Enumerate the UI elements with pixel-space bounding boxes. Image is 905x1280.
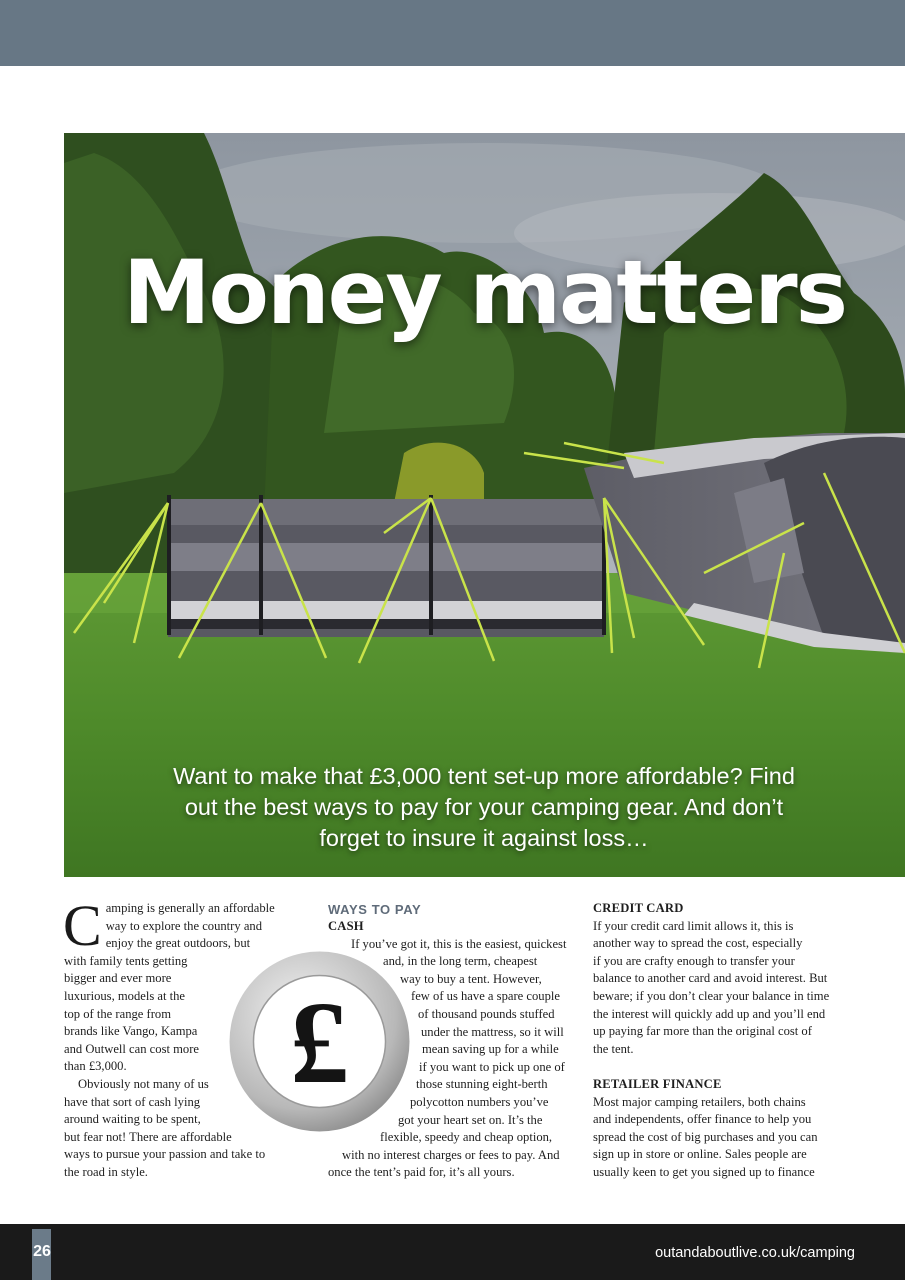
standfirst-line: forget to insure it against loss…: [319, 825, 649, 851]
body-line: if you want to pick up one of: [419, 1059, 565, 1074]
body-line: bigger and ever more: [64, 971, 172, 986]
footer-url[interactable]: outandaboutlive.co.uk/camping: [655, 1245, 855, 1261]
body-line: amping is generally an affordable: [105, 901, 275, 915]
body-line: beware; if you don’t clear your balance in time: [593, 988, 830, 1003]
body-line: and, in the long term, cheapest: [383, 954, 538, 969]
dropcap: C: [63, 893, 102, 958]
body-line: top of the range from: [64, 1006, 172, 1021]
body-line: of thousand pounds stuffed: [418, 1006, 555, 1021]
body-line: If you’ve got it, this is the easiest, quickest: [351, 936, 567, 951]
body-line: if you are crafty enough to transfer your: [593, 953, 795, 968]
body-line: around waiting to be spent,: [64, 1112, 201, 1127]
body-line: few of us have a spare couple: [411, 989, 560, 1004]
body-line: up paying far more than the original cost of: [593, 1024, 812, 1039]
body-line: with no interest charges or fees to pay. And: [342, 1147, 560, 1162]
pound-badge: [228, 950, 411, 1133]
body-line: another way to spread the cost, especially: [593, 936, 803, 951]
body-line: those stunning eight-berth: [416, 1077, 548, 1092]
standfirst-line: out the best ways to pay for your camping gear. And don’t: [184, 794, 784, 820]
header-bar: [0, 0, 905, 66]
cash-subhead: CASH: [328, 919, 364, 933]
body-line: usually keen to get you signed up to finance: [593, 1164, 815, 1179]
body-line: ways to pursue your passion and take to: [64, 1147, 266, 1162]
body-line: way to buy a tent. However,: [400, 971, 542, 986]
standfirst-line: Want to make that £3,000 tent set-up more affordable? Find: [173, 763, 795, 789]
credit-card-subhead: CREDIT CARD: [593, 901, 684, 915]
body-line: If your credit card limit allows it, this is: [593, 918, 794, 933]
body-line: luxurious, models at the: [64, 988, 186, 1003]
body-line: once the tent’s paid for, it’s all yours.: [328, 1165, 515, 1180]
body-line: the interest will quickly add up and you’ll end: [593, 1006, 826, 1021]
body-line: flexible, speedy and cheap option,: [380, 1130, 553, 1145]
body-line: got your heart set on. It’s the: [398, 1112, 543, 1127]
body-line: Obviously not many of us: [78, 1076, 209, 1091]
hero-image: [64, 133, 905, 877]
page-number: 26: [33, 1243, 51, 1260]
body-line: brands like Vango, Kampa: [64, 1024, 198, 1039]
body-line: and Outwell can cost more: [64, 1041, 199, 1056]
headline: Money matters: [122, 241, 847, 344]
retailer-finance-subhead: RETAILER FINANCE: [593, 1076, 722, 1091]
pound-icon: [228, 950, 411, 1133]
body-line: mean saving up for a while: [422, 1042, 559, 1057]
section-kicker: WAYS TO PAY: [328, 902, 422, 917]
body-line: way to explore the country and: [105, 918, 263, 933]
body-line: Most major camping retailers, both chains: [593, 1094, 806, 1109]
body-line: enjoy the great outdoors, but: [105, 936, 251, 951]
body-line: balance to another card and avoid interest. But: [593, 971, 828, 986]
body-line: the road in style.: [64, 1164, 148, 1179]
body-line: polycotton numbers you’ve: [410, 1094, 549, 1109]
standfirst: [86, 761, 882, 854]
pound-symbol: £: [290, 977, 349, 1108]
body-line: and independents, offer finance to help you: [593, 1112, 812, 1127]
body-line: the tent.: [593, 1041, 634, 1056]
body-line: spread the cost of big purchases and you can: [593, 1129, 818, 1144]
body-line: under the mattress, so it will: [421, 1024, 564, 1039]
body-line: have that sort of cash lying: [64, 1094, 201, 1109]
credit-finance-column: [593, 900, 848, 1182]
body-line: but fear not! There are affordable: [64, 1129, 232, 1144]
body-line: than £3,000.: [64, 1059, 127, 1074]
body-line: sign up in store or online. Sales people are: [593, 1147, 807, 1162]
body-line: with family tents getting: [64, 953, 188, 968]
